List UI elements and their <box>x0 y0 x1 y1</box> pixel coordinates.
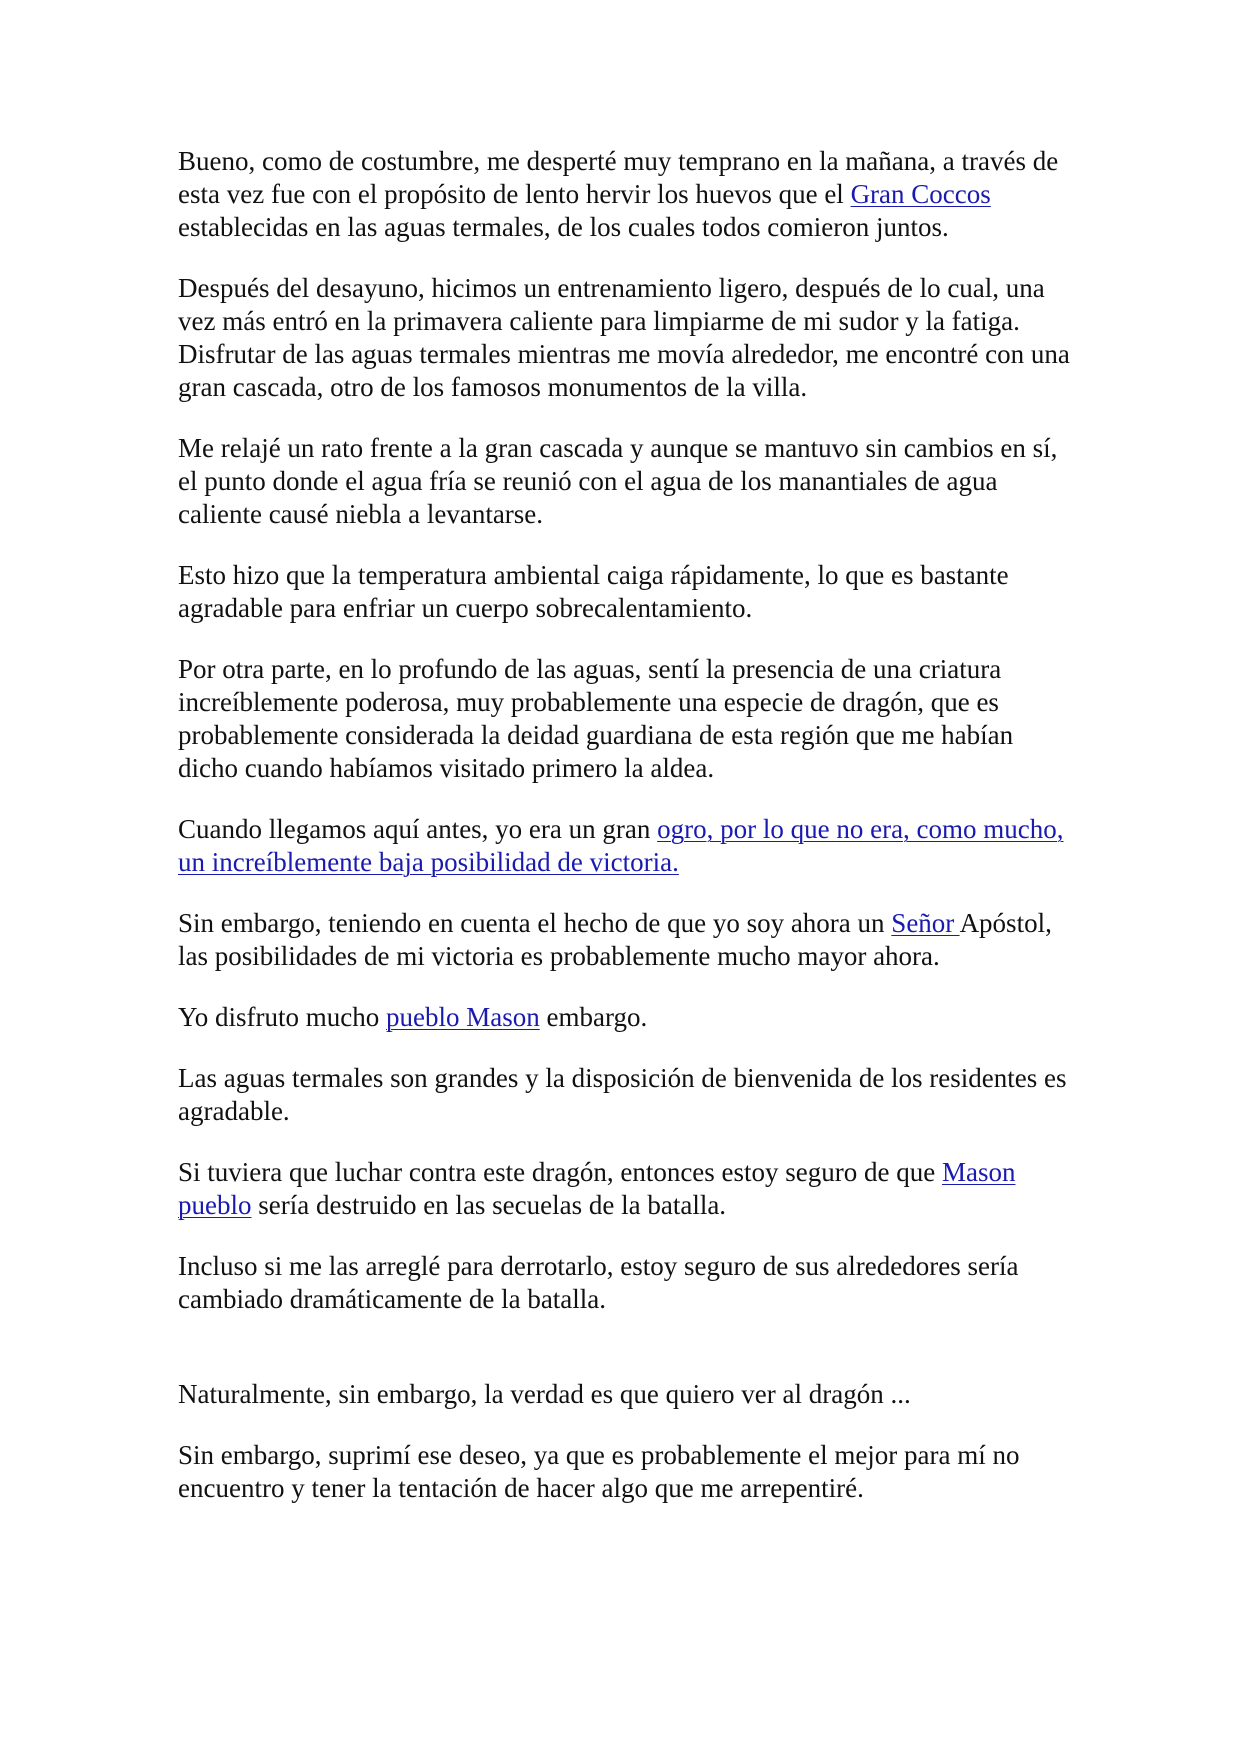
text-span: Yo disfruto mucho <box>178 1002 387 1032</box>
link-senor[interactable]: Señor <box>891 908 960 938</box>
text-span: Apóstol, las posibilidades de mi victoria es probablemente mucho mayor ahora. <box>178 908 1052 971</box>
text-span: Esto hizo que la temperatura ambiental caiga rápidamente, lo que es bastante agradable para enfriar un cuerpo sobrecalentamiento. <box>178 560 1009 623</box>
text-span: Bueno, como de costumbre, me desperté muy temprano en la mañana, a través de esta vez fue con el propósito de lento hervir los huevos que el <box>178 146 1059 209</box>
paragraph <box>178 1378 1078 1411</box>
text-span: Incluso si me las arreglé para derrotarlo, estoy seguro de sus alrededores sería cambiado dramáticamente de la batalla. <box>178 1251 1019 1314</box>
text-span: Después del desayuno, hicimos un entrenamiento ligero, después de lo cual, una vez más entró en la primavera caliente para limpiarme de mi sudor y la fatiga. Disfrutar de las aguas termales mientras me movía alrededor, me encontré con una gran cascada, otro de los famosos monumentos de la villa. <box>178 273 1070 402</box>
link-gran-coccos[interactable]: Gran Coccos <box>850 179 991 209</box>
paragraph <box>178 1250 1078 1316</box>
link-pueblo-mason[interactable]: pueblo Mason <box>386 1002 540 1032</box>
paragraph <box>178 1001 1078 1034</box>
text-span: Sin embargo, teniendo en cuenta el hecho de que yo soy ahora un <box>178 908 892 938</box>
text-span: Naturalmente, sin embargo, la verdad es que quiero ver al dragón ... <box>178 1379 911 1409</box>
paragraph <box>178 907 1078 973</box>
paragraph <box>178 1439 1078 1505</box>
text-span: Cuando llegamos aquí antes, yo era un gran <box>178 814 658 844</box>
text-span: Me relajé un rato frente a la gran cascada y aunque se mantuvo sin cambios en sí, el punto donde el agua fría se reunió con el agua de los manantiales de agua caliente causé niebla a levantarse. <box>178 433 1058 529</box>
text-span: embargo. <box>539 1002 648 1032</box>
text-span: sería destruido en las secuelas de la batalla. <box>251 1190 727 1220</box>
document-body <box>178 145 1078 1533</box>
paragraph <box>178 653 1078 785</box>
paragraph <box>178 559 1078 625</box>
paragraph <box>178 1062 1078 1128</box>
paragraph <box>178 1156 1078 1222</box>
paragraph <box>178 145 1078 244</box>
link-mason-pueblo[interactable]: Mason pueblo <box>178 1157 1016 1220</box>
text-span: Por otra parte, en lo profundo de las aguas, sentí la presencia de una criatura increíblemente poderosa, muy probablemente una especie de dragón, que es probablemente considerada la deidad guardiana de esta región que me habían dicho cuando habíamos visitado primero la aldea. <box>178 654 1014 783</box>
text-span: establecidas en las aguas termales, de los cuales todos comieron juntos. <box>178 212 949 242</box>
paragraph <box>178 272 1078 404</box>
text-span: Sin embargo, suprimí ese deseo, ya que es probablemente el mejor para mí no encuentro y tener la tentación de hacer algo que me arrepentiré. <box>178 1440 1020 1503</box>
paragraph <box>178 813 1078 879</box>
link-ogro[interactable]: ogro, por lo que no era, como mucho, un increíblemente baja posibilidad de victoria. <box>178 814 1064 877</box>
text-span: Las aguas termales son grandes y la disposición de bienvenida de los residentes es agradable. <box>178 1063 1067 1126</box>
paragraph <box>178 432 1078 531</box>
text-span: Si tuviera que luchar contra este dragón, entonces estoy seguro de que <box>178 1157 942 1187</box>
